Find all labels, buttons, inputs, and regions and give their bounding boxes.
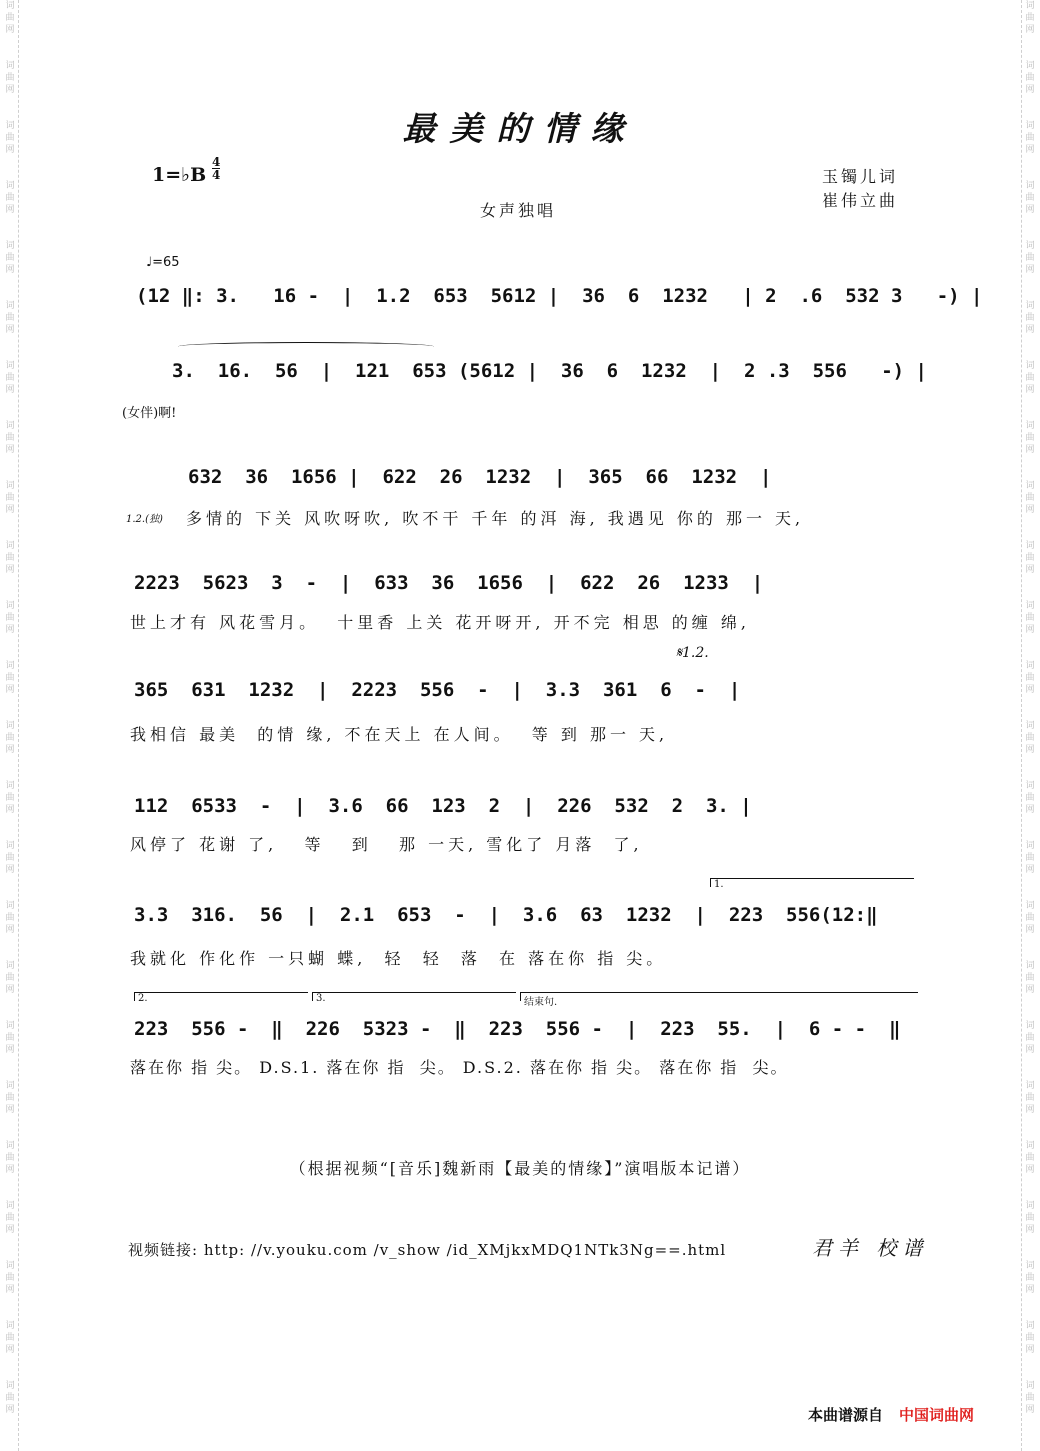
watermark-text: 词 曲 网 bbox=[5, 1381, 15, 1415]
watermark-text: 词 曲 网 bbox=[1025, 601, 1035, 635]
watermark-text: 词 曲 网 bbox=[1025, 541, 1035, 575]
notation-line-1: (12 ‖: 3. 16 - | 1.2 653 5612 | 36 6 1232 | 2 .6 532 3 -) | bbox=[136, 285, 983, 307]
performance-type: 女声独唱 bbox=[480, 201, 557, 220]
tempo-marking: ♩=65 bbox=[146, 255, 180, 270]
notation-line-3: 632 36 1656 | 622 26 1232 | 365 66 1232 | bbox=[188, 466, 772, 488]
notation-line-5: 365 631 1232 | 2223 556 - | 3.3 361 6 - | bbox=[134, 679, 741, 701]
watermark-text: 词 曲 网 bbox=[1025, 361, 1035, 395]
watermark-text: 词 曲 网 bbox=[5, 481, 15, 515]
watermark-text: 词 曲 网 bbox=[5, 721, 15, 755]
watermark-text: 词 曲 网 bbox=[5, 301, 15, 335]
watermark-text: 词 曲 网 bbox=[1025, 661, 1035, 695]
notation-line-2: 3. 16. 56 | 121 653 (5612 | 36 6 1232 | 2 .3 556 -) | bbox=[172, 360, 927, 382]
watermark-text: 词 曲 网 bbox=[1025, 781, 1035, 815]
lyricist: 玉镯儿词 bbox=[822, 167, 899, 186]
watermark-text: 词 曲 网 bbox=[1025, 841, 1035, 875]
coda-bracket: 结束句. bbox=[520, 992, 918, 1001]
watermark-text: 词 曲 网 bbox=[1025, 1261, 1035, 1295]
lyrics-line-2-prefix: (女伴)啊! bbox=[122, 406, 177, 421]
ending-3-bracket: 3. bbox=[312, 992, 516, 1001]
video-link[interactable]: 视频链接: http: //v.youku.com /v_show /id_XMjkxMDQ1NTk3Ng==.html bbox=[128, 1241, 727, 1259]
watermark-text: 词 曲 网 bbox=[1025, 421, 1035, 455]
watermark-text: 词 曲 网 bbox=[1025, 1021, 1035, 1055]
watermark-text: 词 曲 网 bbox=[5, 1021, 15, 1055]
lyrics-line-5: 我相信 最美 的情 缘, 不在天上 在人间。 等 到 那一 天, bbox=[130, 725, 669, 744]
watermark-text: 词 曲 网 bbox=[5, 601, 15, 635]
watermark-text: 词 曲 网 bbox=[5, 541, 15, 575]
watermark-text: 词 曲 网 bbox=[1025, 1, 1035, 35]
key-signature: 1=♭B bbox=[152, 164, 207, 186]
watermark-text: 词 曲 网 bbox=[5, 241, 15, 275]
time-signature-bottom: 4 bbox=[212, 168, 221, 182]
watermark-text: 词 曲 网 bbox=[5, 181, 15, 215]
right-watermark-strip bbox=[1021, 0, 1038, 1451]
watermark-text: 词 曲 网 bbox=[5, 661, 15, 695]
lyrics-line-4: 世上才有 风花雪月。 十里香 上关 花开呀开, 开不完 相思 的缠 绵, bbox=[130, 613, 750, 632]
watermark-text: 词 曲 网 bbox=[1025, 121, 1035, 155]
watermark-text: 词 曲 网 bbox=[5, 421, 15, 455]
watermark-text: 词 曲 网 bbox=[1025, 901, 1035, 935]
watermark-text: 词 曲 网 bbox=[1025, 721, 1035, 755]
slur bbox=[178, 342, 434, 351]
watermark-text: 词 曲 网 bbox=[5, 1261, 15, 1295]
watermark-text: 词 曲 网 bbox=[1025, 241, 1035, 275]
watermark-text: 词 曲 网 bbox=[1025, 481, 1035, 515]
source-site-link[interactable]: 中国词曲网 bbox=[899, 1406, 975, 1424]
watermark-text: 词 曲 网 bbox=[5, 841, 15, 875]
transcriber-signature: 君羊 校谱 bbox=[812, 1236, 929, 1260]
watermark-text: 词 曲 网 bbox=[5, 121, 15, 155]
watermark-text: 词 曲 网 bbox=[1025, 961, 1035, 995]
verse-marker: 1.2.(独) bbox=[126, 514, 163, 525]
song-title: 最美的情缘 bbox=[402, 109, 638, 148]
watermark-text: 词 曲 网 bbox=[1025, 1141, 1035, 1175]
ending-2-bracket: 2. bbox=[134, 992, 308, 1001]
lyrics-line-7: 我就化 作化作 一只蝴 蝶, 轻 轻 落 在 落在你 指 尖。 bbox=[130, 949, 667, 968]
source-label: 本曲谱源自 bbox=[808, 1406, 884, 1424]
watermark-text: 词 曲 网 bbox=[1025, 301, 1035, 335]
segno-marker: 𝄋1.2. bbox=[676, 645, 709, 661]
watermark-text: 词 曲 网 bbox=[1025, 1081, 1035, 1115]
ending-1-bracket: 1. bbox=[710, 878, 914, 887]
watermark-text: 词 曲 网 bbox=[5, 1201, 15, 1235]
lyrics-line-3: 多情的 下关 风吹呀吹, 吹不干 千年 的洱 海, 我遇见 你的 那一 天, bbox=[186, 509, 805, 528]
left-watermark-strip bbox=[2, 0, 19, 1451]
watermark-text: 词 曲 网 bbox=[1025, 1381, 1035, 1415]
watermark-text: 词 曲 网 bbox=[5, 361, 15, 395]
watermark-text: 词 曲 网 bbox=[1025, 1201, 1035, 1235]
notation-line-4: 2223 5623 3 - | 633 36 1656 | 622 26 1233 | bbox=[134, 572, 764, 594]
watermark-text: 词 曲 网 bbox=[5, 1081, 15, 1115]
watermark-text: 词 曲 网 bbox=[1025, 181, 1035, 215]
watermark-text: 词 曲 网 bbox=[5, 961, 15, 995]
watermark-text: 词 曲 网 bbox=[5, 901, 15, 935]
watermark-text: 词 曲 网 bbox=[5, 1141, 15, 1175]
watermark-text: 词 曲 网 bbox=[5, 1321, 15, 1355]
lyrics-line-6: 风停了 花谢 了, 等 到 那 一天, 雪化了 月落 了, bbox=[130, 835, 643, 854]
watermark-text: 词 曲 网 bbox=[5, 61, 15, 95]
lyrics-line-8: 落在你 指 尖。 D.S.1. 落在你 指 尖。 D.S.2. 落在你 指 尖。 落在你 指 尖。 bbox=[130, 1058, 789, 1077]
source-footer bbox=[808, 1404, 974, 1425]
transcription-source-note: （根据视频“[音乐]魏新雨【最美的情缘】”演唱版本记谱） bbox=[289, 1159, 751, 1178]
watermark-text: 词 曲 网 bbox=[1025, 1321, 1035, 1355]
notation-line-7: 3.3 316. 56 | 2.1 653 - | 3.6 63 1232 | 223 556(12:‖ bbox=[134, 904, 878, 926]
watermark-text: 词 曲 网 bbox=[1025, 61, 1035, 95]
time-signature-top: 4 bbox=[212, 155, 221, 169]
notation-line-6: 112 6533 - | 3.6 66 123 2 | 226 532 2 3. | bbox=[134, 795, 752, 817]
composer: 崔伟立曲 bbox=[822, 191, 899, 210]
watermark-text: 词 曲 网 bbox=[5, 781, 15, 815]
watermark-text: 词 曲 网 bbox=[5, 1, 15, 35]
time-signature bbox=[212, 156, 220, 181]
notation-line-8: 223 556 - ‖ 226 5323 - ‖ 223 556 - | 223 55. | 6 - - ‖ bbox=[134, 1018, 901, 1040]
